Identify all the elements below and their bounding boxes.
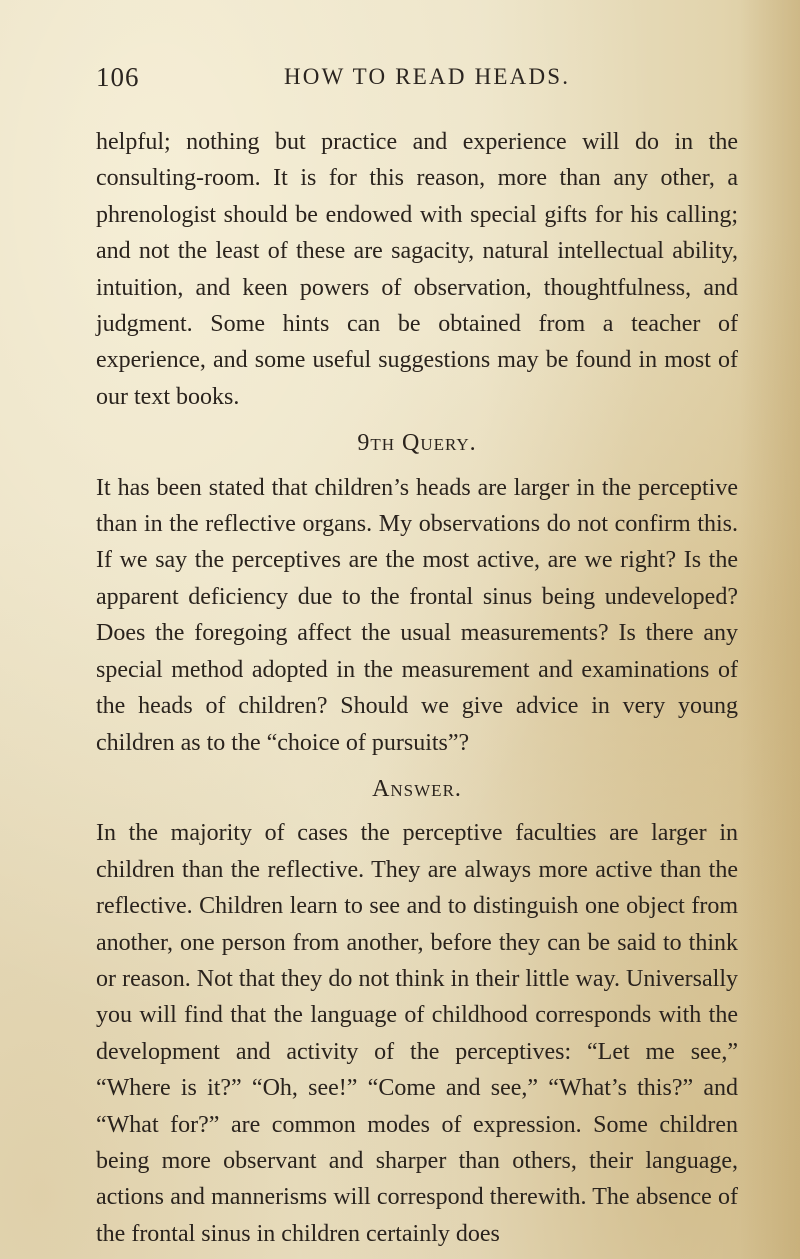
paragraph-query: It has been stated that children’s heads are larger in the perceptive than in the reflective organs. My observations do not confirm this. If we say the perceptives are the most active, are we right? Is the apparent deficiency due to the frontal sinus being undeveloped? Does the foregoing affect the usual measurements? Is there any special method adopted in the measurement and examinations of the heads of children? Should we give advice in very young children as to the “choice of pursuits”?	[96, 474, 738, 756]
answer-heading: Answer.	[372, 775, 462, 802]
query-heading: 9th Query.	[357, 430, 477, 457]
page-number: 106	[96, 62, 140, 92]
body-text	[96, 124, 738, 1252]
page-edge-shading	[740, 0, 800, 1259]
paragraph-continuation: helpful; nothing but practice and experience will do in the consulting-room. It is for this reason, more than any other, a phrenologist should be endowed with special gifts for his calling; and not the least of these are sagacity, natural intellectual ability, intuition, and keen powers of observation, thoughtfulness, and judgment. Some hints can be obtained from a teacher of experience, and some useful suggestions may be found in most of our text books.	[96, 129, 738, 410]
header-title: HOW TO READ HEADS.	[284, 64, 571, 89]
paragraph-answer: In the majority of cases the perceptive faculties are larger in children than the reflective. They are always more active than the reflective. Children learn to see and to distinguish one object from another, one person from another, before they can be said to think or reason. Not that they do not think in their little way. Universally you will find that the language of childhood corresponds with the development and activity of the perceptives: “Let me see,” “Where is it?” “Oh, see!” “Come and see,” “What’s this?” and “What for?” are common modes of expression. Some children being more observant and sharper than others, their language, actions and mannerisms will correspond therewith. The absence of the frontal sinus in children certainly does	[96, 820, 738, 1247]
running-header	[0, 62, 800, 102]
